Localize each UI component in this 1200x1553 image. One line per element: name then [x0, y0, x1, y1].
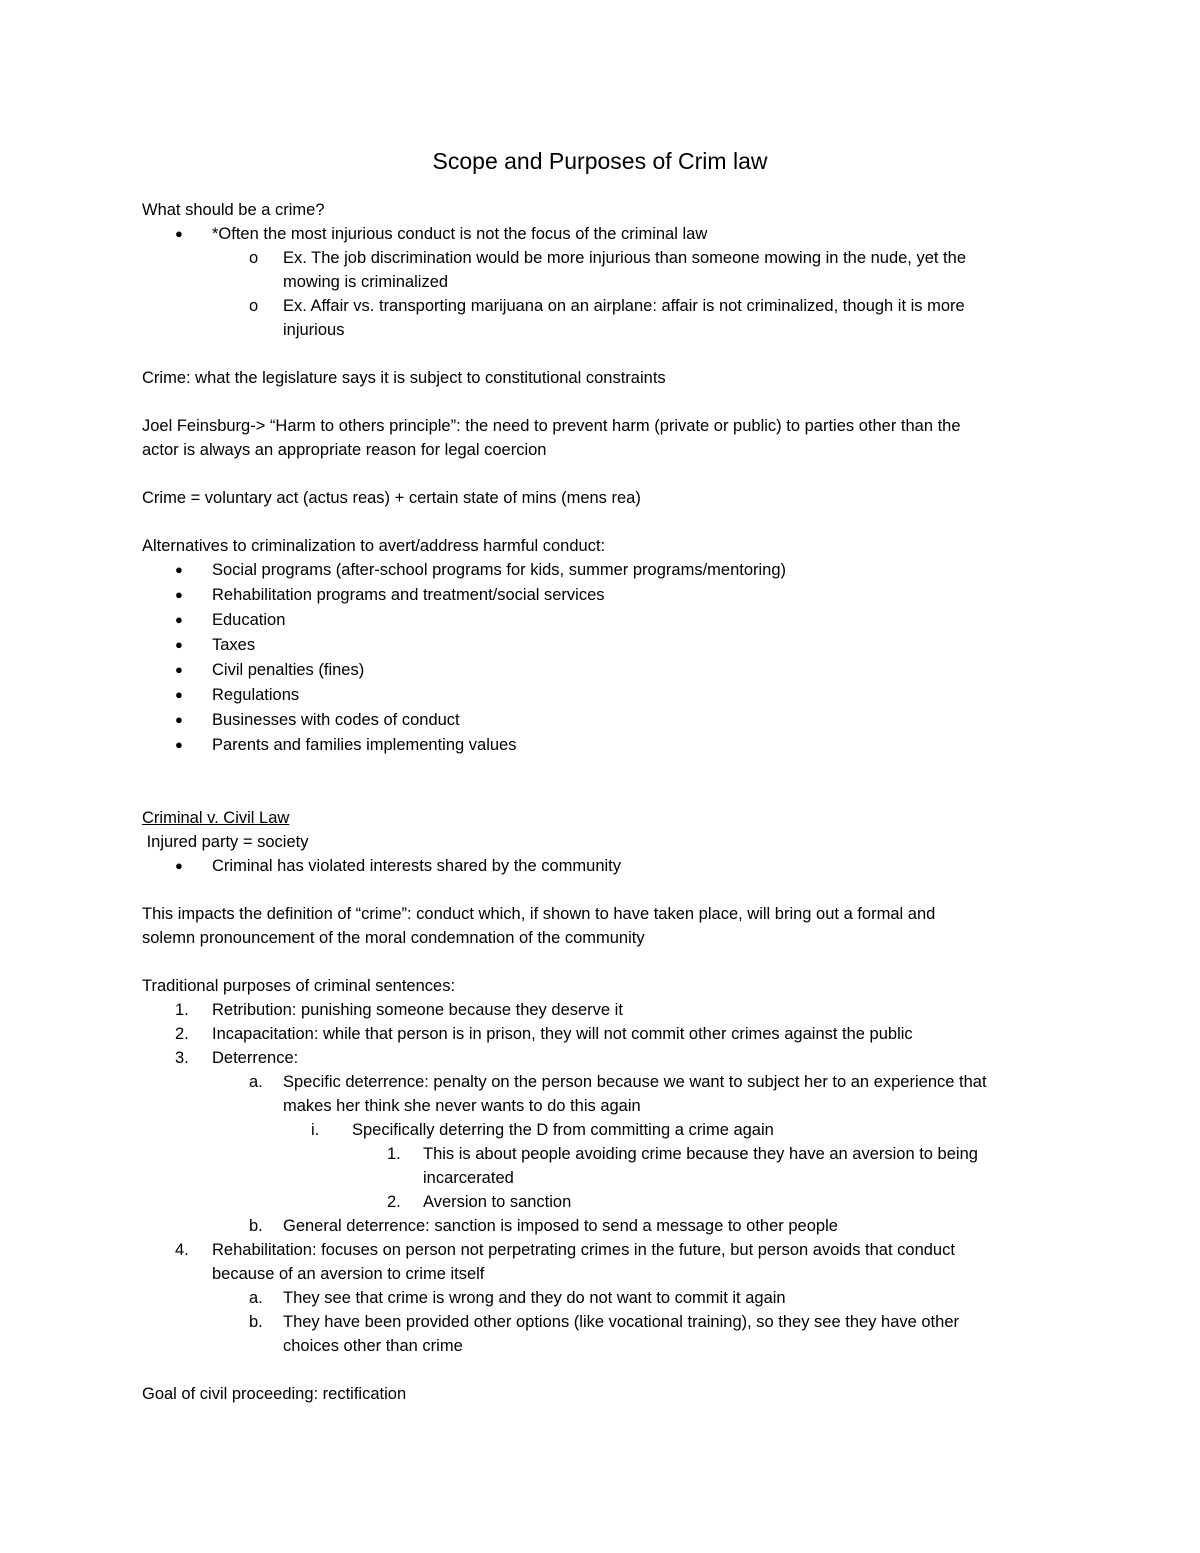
bullet-marker: ● — [175, 612, 183, 627]
list-item-cont: choices other than crime — [283, 1337, 463, 1355]
list-item: Regulations — [212, 686, 300, 704]
list-item-cont: incarcerated — [423, 1169, 514, 1187]
sub-bullet-marker: o — [249, 249, 259, 267]
list-item: Rehabilitation: focuses on person not perpetrating crimes in the future, but person avoids that conduct — [212, 1241, 955, 1259]
list-item: Rehabilitation programs and treatment/social services — [212, 586, 605, 604]
list-item: Businesses with codes of conduct — [212, 711, 460, 729]
sub-bullet-text: Ex. Affair vs. transporting marijuana on an airplane: affair is not criminalized, though it is more — [283, 297, 965, 315]
list-item-cont: because of an aversion to crime itself — [212, 1265, 485, 1283]
list-item: Specifically deterring the D from committing a crime again — [352, 1121, 774, 1139]
sub-bullet-marker: o — [249, 297, 259, 315]
list-item: This is about people avoiding crime because they have an aversion to being — [423, 1145, 978, 1163]
civil-goal: Goal of civil proceeding: rectification — [142, 1385, 407, 1403]
list-item: Aversion to sanction — [423, 1193, 572, 1211]
crime-formula: Crime = voluntary act (actus reas) + certain state of mins (mens rea) — [142, 489, 641, 507]
list-item: They have been provided other options (like vocational training), so they see they have other — [283, 1313, 959, 1331]
list-item: Incapacitation: while that person is in prison, they will not commit other crimes against the public — [212, 1025, 913, 1043]
list-number: 3. — [175, 1049, 189, 1067]
list-letter: a. — [249, 1289, 263, 1307]
alternatives-heading: Alternatives to criminalization to avert/address harmful conduct: — [142, 537, 606, 555]
list-item: Specific deterrence: penalty on the person because we want to subject her to an experience that — [283, 1073, 987, 1091]
joel-paragraph-cont: actor is always an appropriate reason for legal coercion — [142, 441, 547, 459]
list-roman: i. — [311, 1121, 320, 1139]
list-item: Education — [212, 611, 286, 629]
list-number: 4. — [175, 1241, 189, 1259]
sub-bullet-text-cont: mowing is criminalized — [283, 273, 449, 291]
criminal-civil-heading: Criminal v. Civil Law — [142, 809, 290, 827]
list-item: Parents and families implementing values — [212, 736, 517, 754]
bullet-marker: ● — [175, 687, 183, 702]
bullet-text: Criminal has violated interests shared by the community — [212, 857, 622, 875]
question-heading: What should be a crime? — [142, 201, 325, 219]
impact-paragraph-cont: solemn pronouncement of the moral condemnation of the community — [142, 929, 645, 947]
list-item: Deterrence: — [212, 1049, 299, 1067]
bullet-marker: ● — [175, 712, 183, 727]
list-item: Taxes — [212, 636, 256, 654]
page-title: Scope and Purposes of Crim law — [432, 148, 768, 174]
list-number: 2. — [175, 1025, 189, 1043]
list-number: 2. — [387, 1193, 401, 1211]
purposes-heading: Traditional purposes of criminal sentences: — [142, 977, 456, 995]
list-item: They see that crime is wrong and they do not want to commit it again — [283, 1289, 786, 1307]
list-number: 1. — [387, 1145, 401, 1163]
bullet-marker: ● — [175, 587, 183, 602]
crime-definition: Crime: what the legislature says it is subject to constitutional constraints — [142, 369, 666, 387]
joel-paragraph: Joel Feinsburg-> “Harm to others principle”: the need to prevent harm (private or public) to parties other than the — [142, 417, 961, 435]
bullet-marker: ● — [175, 662, 183, 677]
list-item: Social programs (after-school programs for kids, summer programs/mentoring) — [212, 561, 787, 579]
injured-party-line: Injured party = society — [142, 833, 309, 851]
bullet-marker: ● — [175, 637, 183, 652]
bullet-marker: ● — [175, 737, 183, 752]
list-letter: b. — [249, 1313, 263, 1331]
list-letter: b. — [249, 1217, 263, 1235]
list-item-cont: makes her think she never wants to do this again — [283, 1097, 641, 1115]
sub-bullet-text-cont: injurious — [283, 321, 345, 339]
bullet-marker: ● — [175, 858, 183, 873]
list-letter: a. — [249, 1073, 263, 1091]
impact-paragraph: This impacts the definition of “crime”: conduct which, if shown to have taken place, will bring out a formal and — [142, 905, 936, 923]
bullet-marker: ● — [175, 226, 183, 241]
bullet-text: *Often the most injurious conduct is not the focus of the criminal law — [212, 225, 708, 243]
bullet-marker: ● — [175, 562, 183, 577]
list-number: 1. — [175, 1001, 189, 1019]
sub-bullet-text: Ex. The job discrimination would be more injurious than someone mowing in the nude, yet the — [283, 249, 966, 267]
list-item: Civil penalties (fines) — [212, 661, 365, 679]
list-item: General deterrence: sanction is imposed to send a message to other people — [283, 1217, 838, 1235]
list-item: Retribution: punishing someone because they deserve it — [212, 1001, 623, 1019]
